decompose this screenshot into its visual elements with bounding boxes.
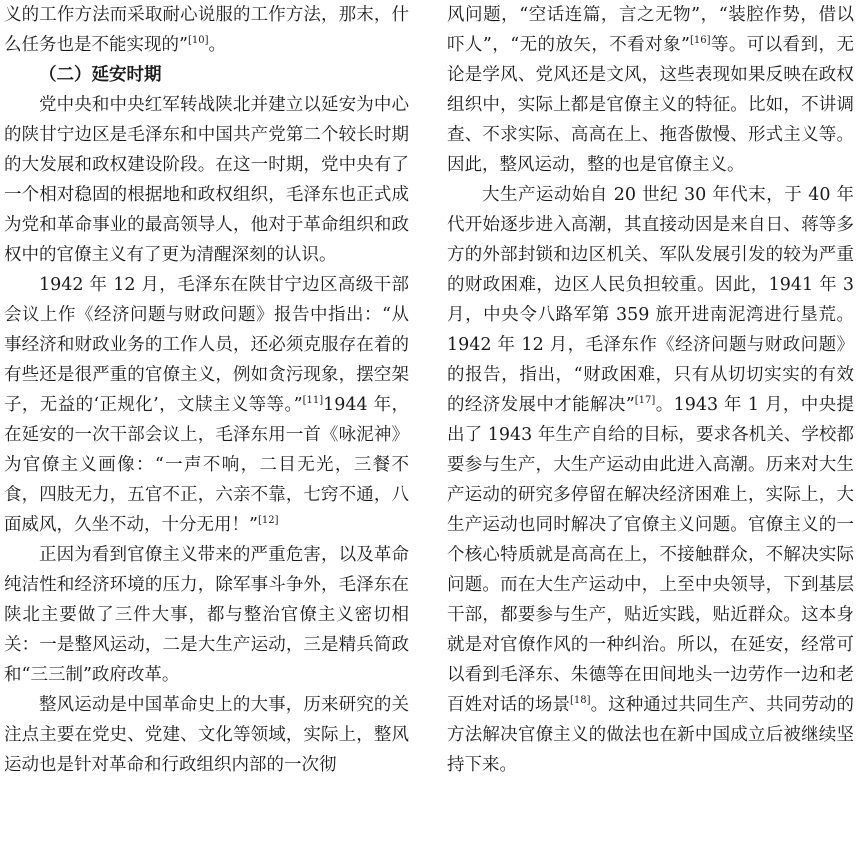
paragraph-continued [4, 0, 409, 60]
paragraph: 党中央和中央红军转战陕北并建立以延安为中心的陕甘宁边区是毛泽东和中国共产党第二个较长时期的大发展和政权建设阶段。在这一时期，党中央有了一个相对稳固的根据地和政权组织，毛泽东也正式成为党和革命事业的最高领导人，他对于革命组织和政权中的官僚主义有了更为清醒深刻的认识。 [4, 95, 409, 265]
paragraph-text: 大生产运动始自 20 世纪 30 年代末，于 40 年代开始逐步进入高潮，其直接动因是来自日、蒋等多方的外部封锁和边区机关、军队发展引发的较为严重的财政困难，边区人民负担较重。因此，1941 年 3 月，中央令八路军第 359 旅开进南泥湾进行垦荒。1942 年 12 月，毛泽东作《经济问题与财政问题》的报告，指出，“财政困难，只有从切切实实的有效的经济发展中才能解决” [447, 185, 854, 415]
paragraph-text: 。1943 年 1 月，中央提出了 1943 年生产自给的目标，要求各机关、学校都要参与生产，大生产运动由此进入高潮。历来对大生产运动的研究多停留在解决经济困难上，实际上，大生产运动也同时解决了官僚主义问题。官僚主义的一个核心特质就是高高在上，不接触群众，不解决实际问题。而在大生产运动中，上至中央领导，下到基层干部，都要参与生产，贴近实践，贴近群众。这本身就是对官僚作风的一种纠治。所以，在延安，经常可以看到毛泽东、朱德等在田间地头一边劳作一边和老百姓对话的场景 [447, 395, 854, 715]
citation-ref: [10] [187, 35, 209, 46]
right-column [447, 0, 854, 780]
paragraph [447, 180, 854, 780]
paragraph-text: 义的工作方法而采取耐心说服的工作方法，那末，什么任务也是不能实现的” [4, 5, 409, 55]
paragraph-text: 等。可以看到，无论是学风、党风还是文风，这些表现如果反映在政权组织中，实际上都是官僚主义的特征。比如，不讲调查、不求实际、高高在上、拖沓傲慢、形式主义等。因此，整风运动，整的也是官僚主义。 [447, 35, 854, 175]
paragraph-text: 。这种通过共同生产、共同劳动的方法解决官僚主义的做法也在新中国成立后被继续坚持下来。 [447, 695, 855, 775]
section-heading-text: （二）延安时期 [39, 65, 162, 85]
section-heading [4, 60, 409, 90]
left-column [4, 0, 409, 780]
citation-ref: [18] [569, 695, 591, 706]
paragraph-text: 1944 年，在延安的一次干部会议上，毛泽东用一首《咏泥神》为官僚主义画像：“一声不响，二目无光，三餐不食，四肢无力，五官不正，六亲不靠，七窍不通，八面威风，久坐不动，十分无用！” [4, 395, 409, 535]
citation-ref: [16] [689, 35, 711, 46]
citation-ref: [17] [634, 395, 656, 406]
paragraph-continued [447, 0, 854, 180]
paragraph: 整风运动是中国革命史上的大事，历来研究的关注点主要在党史、党建、文化等领域，实际上，整风运动也是针对革命和行政组织内部的一次彻 [4, 695, 409, 775]
citation-ref: [12] [257, 515, 279, 526]
paragraph-text: 1942 年 12 月，毛泽东在陕甘宁边区高级干部会议上作《经济问题与财政问题》报告中指出：“从事经济和财政业务的工作人员，还必须克服存在着的有些还是很严重的官僚主义，例如贪污现象，摆空架子，无益的‘正规化’，文牍主义等等。” [4, 275, 409, 415]
paragraph-text: 。 [208, 35, 226, 55]
paragraph-text: 风问题，“空话连篇，言之无物”，“装腔作势，借以吓人”，“无的放矢，不看对象” [447, 5, 854, 55]
paragraph: 正因为看到官僚主义带来的严重危害，以及革命纯洁性和经济环境的压力，除军事斗争外，毛泽东在陕北主要做了三件大事，都与整治官僚主义密切相关：一是整风运动，二是大生产运动，三是精兵简政和“三三制”政府改革。 [4, 545, 409, 685]
citation-ref: [11] [302, 395, 324, 406]
paragraph [4, 270, 409, 540]
